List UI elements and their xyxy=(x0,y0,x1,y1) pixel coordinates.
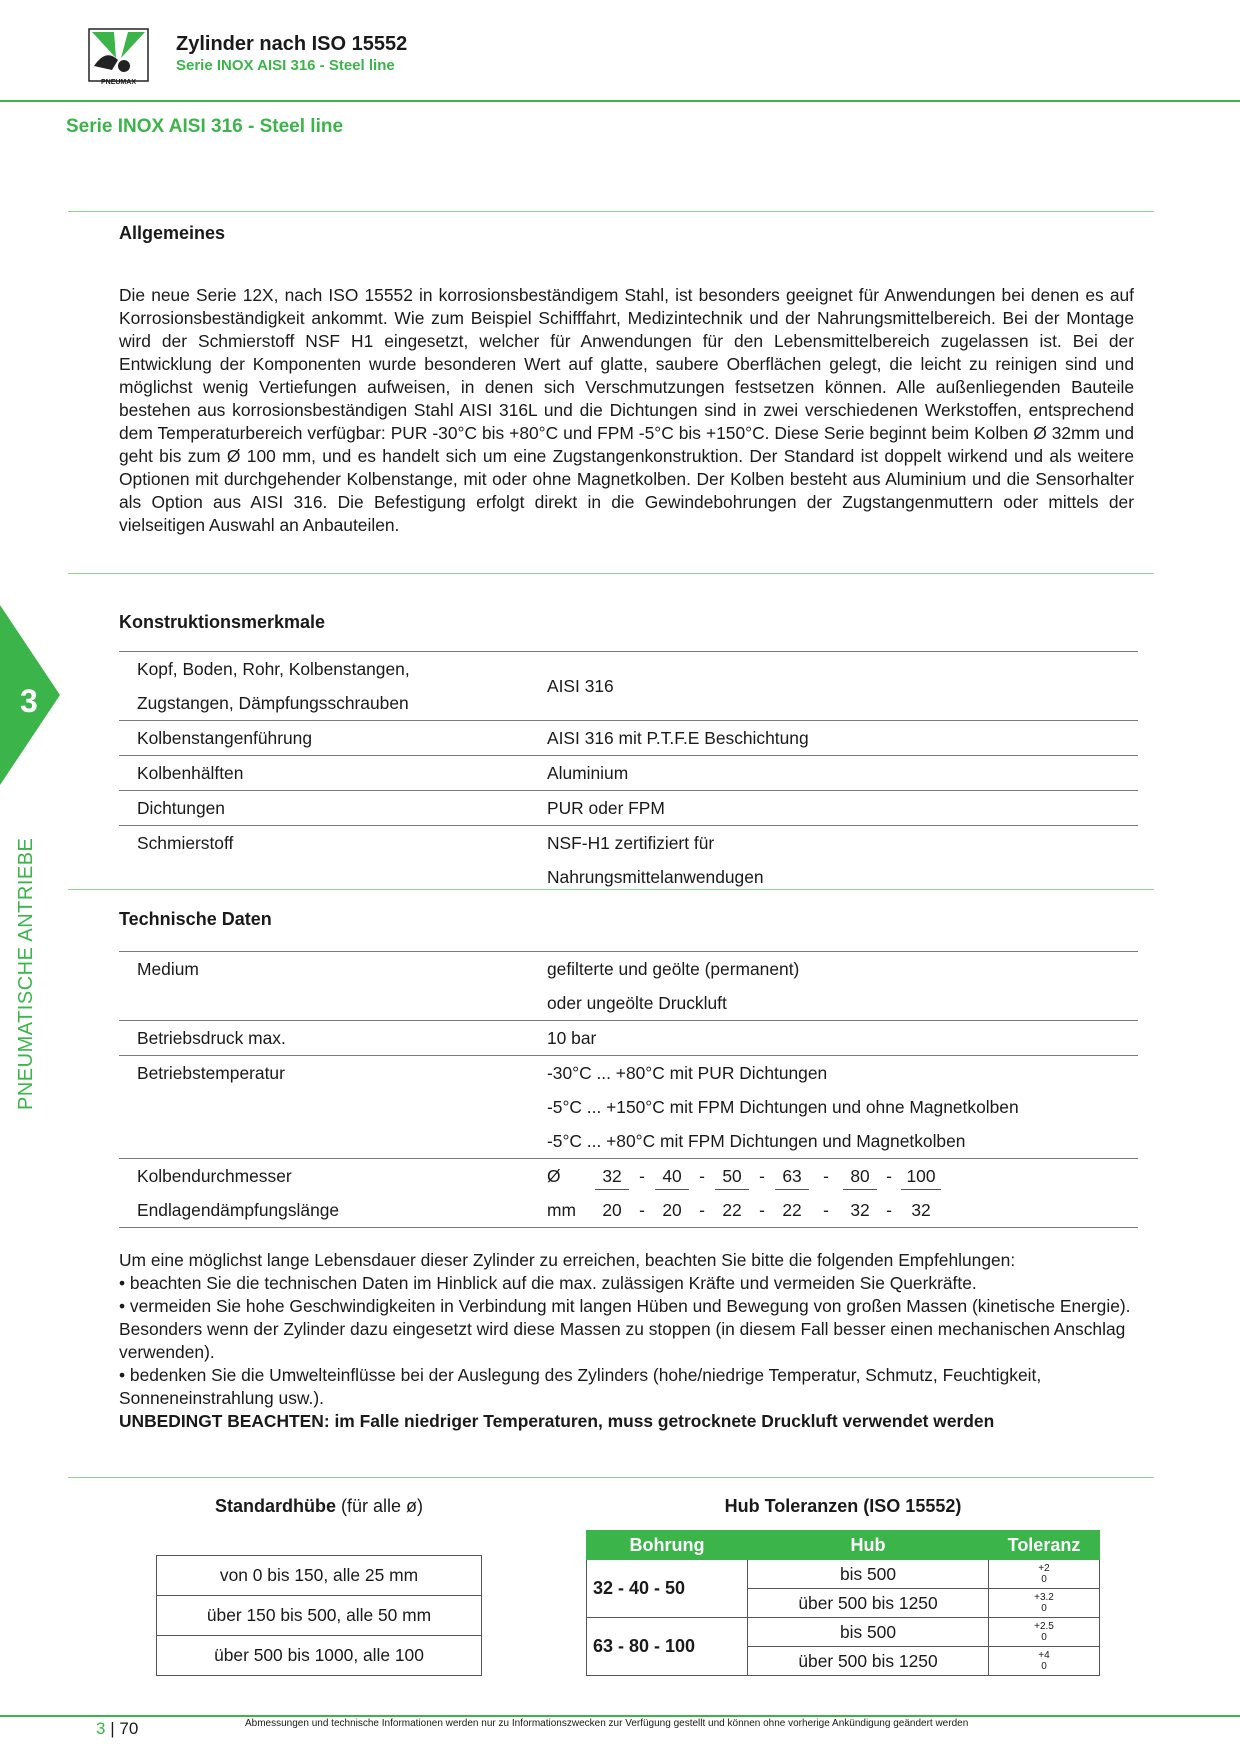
table-row xyxy=(119,721,1138,756)
warning-text: UNBEDINGT BEACHTEN: im Falle niedriger Temperaturen, muss getrocknete Druckluft verwendet werden xyxy=(119,1411,995,1431)
table-row xyxy=(119,1021,1138,1056)
spec-value: 10 bar xyxy=(529,1021,1138,1056)
table-row xyxy=(119,1159,1138,1228)
table-row xyxy=(119,756,1138,791)
series-title: Serie INOX AISI 316 - Steel line xyxy=(66,116,344,137)
footer-disclaimer: Abmessungen und technische Informationen werden nur zu Informationszwecken zur Verfügung gestellt und können ohne vorherige Ankündigung geändert werden xyxy=(245,1718,969,1729)
table-row xyxy=(587,1560,1100,1589)
section-divider xyxy=(68,889,1154,890)
stroke-cell: über 150 bis 500, alle 50 mm xyxy=(157,1596,482,1636)
logo-text: PNEUMAX xyxy=(100,79,136,86)
header-title: Zylinder nach ISO 15552 xyxy=(176,33,408,55)
spec-value: NSF-H1 zertifiziert für Nahrungsmittelanwendugen xyxy=(529,826,1138,895)
table-row xyxy=(157,1596,482,1636)
recommendation-item: • bedenken Sie die Umwelteinflüsse bei der Auslegung des Zylinders (hohe/niedrige Temperatur, Schmutz, Feuchtigkeit, Sonneneinstrahlung usw.). xyxy=(119,1365,1042,1408)
chapter-number: 3 xyxy=(20,683,38,719)
spec-value: -30°C ... +80°C mit PUR Dichtungen -5°C ... +150°C mit FPM Dichtungen und ohne Magnetkolben -5°C ... +80°C mit FPM Dichtungen und Magnetkolben xyxy=(529,1056,1138,1159)
stroke-cell: über 500 bis 1250 xyxy=(748,1589,989,1618)
spec-label: Kolbenhälften xyxy=(119,756,529,791)
spec-value: PUR oder FPM xyxy=(529,791,1138,826)
technical-table xyxy=(119,951,1138,1228)
table-header-row xyxy=(587,1531,1100,1560)
stroke-cell: von 0 bis 150, alle 25 mm xyxy=(157,1556,482,1596)
recommendations-intro: Um eine möglichst lange Lebensdauer dieser Zylinder zu erreichen, beachten Sie bitte die folgenden Empfehlungen: xyxy=(119,1250,1016,1270)
table-row xyxy=(119,826,1138,895)
technical-heading: Technische Daten xyxy=(119,909,272,929)
recommendations xyxy=(119,1249,1139,1433)
section-divider xyxy=(68,1477,1154,1478)
stroke-cell: bis 500 xyxy=(748,1618,989,1647)
recommendation-item: • beachten Sie die technischen Daten im Hinblick auf die max. zulässigen Kräfte und vermeiden Sie Querkräfte. xyxy=(119,1273,977,1293)
tolerances-heading: Hub Toleranzen (ISO 15552) xyxy=(724,1496,962,1516)
table-row xyxy=(119,652,1138,721)
spec-label: Kolbendurchmesser Endlagendämpfungslänge xyxy=(119,1159,529,1228)
spec-label: Medium xyxy=(119,952,529,1021)
chapter-label: PNEUMATISCHE ANTRIEBE xyxy=(15,837,37,1110)
bore-cell: 32 - 40 - 50 xyxy=(587,1560,748,1618)
stroke-cell: über 500 bis 1000, alle 100 xyxy=(157,1636,482,1676)
page-number: 3 | 70 xyxy=(96,1719,139,1738)
spec-value: Aluminium xyxy=(529,756,1138,791)
recommendation-item: • vermeiden Sie hohe Geschwindigkeiten in Verbindung mit langen Hüben und Bewegung von großen Massen (kinetische Energie). Besonders wenn der Zylinder dazu eingesetzt wird diese Massen zu stoppen (in diesem Fall besser einen mechanischen Anschlag verwenden). xyxy=(119,1296,1131,1362)
spec-value: AISI 316 xyxy=(529,652,1138,721)
stroke-cell: über 500 bis 1250 xyxy=(748,1647,989,1676)
spec-value: AISI 316 mit P.T.F.E Beschichtung xyxy=(529,721,1138,756)
table-row xyxy=(119,952,1138,1021)
bore-cell: 63 - 80 - 100 xyxy=(587,1618,748,1676)
general-heading: Allgemeines xyxy=(119,223,226,243)
tolerance-cell: +4 0 xyxy=(989,1647,1100,1676)
spec-label: Betriebsdruck max. xyxy=(119,1021,529,1056)
table-row xyxy=(157,1636,482,1676)
general-text: Die neue Serie 12X, nach ISO 15552 in korrosionsbeständigem Stahl, ist besonders geeignet für Anwendungen bei denen es auf Korrosionsbeständigkeit ankommt. Wie zum Beispiel Schifffahrt, Medizintechnik und der Nahrungsmittelbereich. Bei der Montage wird der Schmierstoff NSF H1 eingesetzt, welcher für Anwendungen für den Lebensmittelbereich zugelassen ist. Bei der Entwicklung der Komponenten wurde besonderen Wert auf glatte, saubere Oberflächen gelegt, die leicht zu reinigen sind und möglichst wenig Vertiefungen aufweisen, in denen sich Verschmutzungen festsetzen können. Alle außenliegenden Bauteile bestehen aus korrosionsbeständigen Stahl AISI 316L und die Dichtungen sind in zwei verschiedenen Werkstoffen, entsprechend dem Temperaturbereich verfügbar: PUR -30°C bis +80°C und FPM -5°C bis +150°C. Diese Serie beginnt beim Kolben Ø 32mm und geht bis zum Ø 100 mm, und es handelt sich um eine Zugstangenkonstruktion. Der Standard ist doppelt wirkend und als weitere Optionen mit durchgehender Kolbenstange, mit oder ohne Magnetkolben. Der Kolben besteht aus Aluminium und die Sensorhalter als Option aus AISI 316. Die Befestigung erfolgt direkt in die Gewindebohrungen der Zugstangenmuttern oder mittels der vielseitigen Auswahl an Anbauteilen. xyxy=(119,285,1134,535)
header-divider xyxy=(0,100,1240,102)
header-subtitle: Serie INOX AISI 316 - Steel line xyxy=(176,57,395,74)
table-row xyxy=(587,1618,1100,1647)
stroke-cell: bis 500 xyxy=(748,1560,989,1589)
spec-label: Schmierstoff xyxy=(119,826,529,895)
tolerance-cell: +2.5 0 xyxy=(989,1618,1100,1647)
spec-value: Ø 32 - 40 - 50 - 63 - 80 - 100 mm 20 - 20 - 22 - 22 - 32 - 32 xyxy=(529,1159,1138,1228)
tolerance-cell: +2 0 xyxy=(989,1560,1100,1589)
spec-label: Dichtungen xyxy=(119,791,529,826)
strokes-heading: Standardhübe (für alle ø) xyxy=(214,1496,424,1516)
standard-strokes-table xyxy=(156,1555,482,1676)
construction-table xyxy=(119,651,1138,894)
spec-label: Betriebstemperatur xyxy=(119,1056,529,1159)
table-row xyxy=(157,1556,482,1596)
spec-label: Kopf, Boden, Rohr, Kolbenstangen, Zugstangen, Dämpfungsschrauben xyxy=(119,652,529,721)
construction-heading: Konstruktionsmerkmale xyxy=(119,612,326,632)
footer-divider xyxy=(0,1715,1240,1717)
tolerance-cell: +3.2 0 xyxy=(989,1589,1100,1618)
column-header: Hub xyxy=(748,1531,989,1560)
table-row xyxy=(119,1056,1138,1159)
spec-label: Kolbenstangenführung xyxy=(119,721,529,756)
spec-value: gefilterte und geölte (permanent) oder ungeölte Druckluft xyxy=(529,952,1138,1021)
section-divider xyxy=(68,211,1154,212)
stroke-tolerance-table xyxy=(586,1530,1100,1676)
table-row xyxy=(119,791,1138,826)
brand-logo xyxy=(88,28,149,90)
section-divider xyxy=(68,573,1154,574)
column-header: Bohrung xyxy=(587,1531,748,1560)
column-header: Toleranz xyxy=(989,1531,1100,1560)
